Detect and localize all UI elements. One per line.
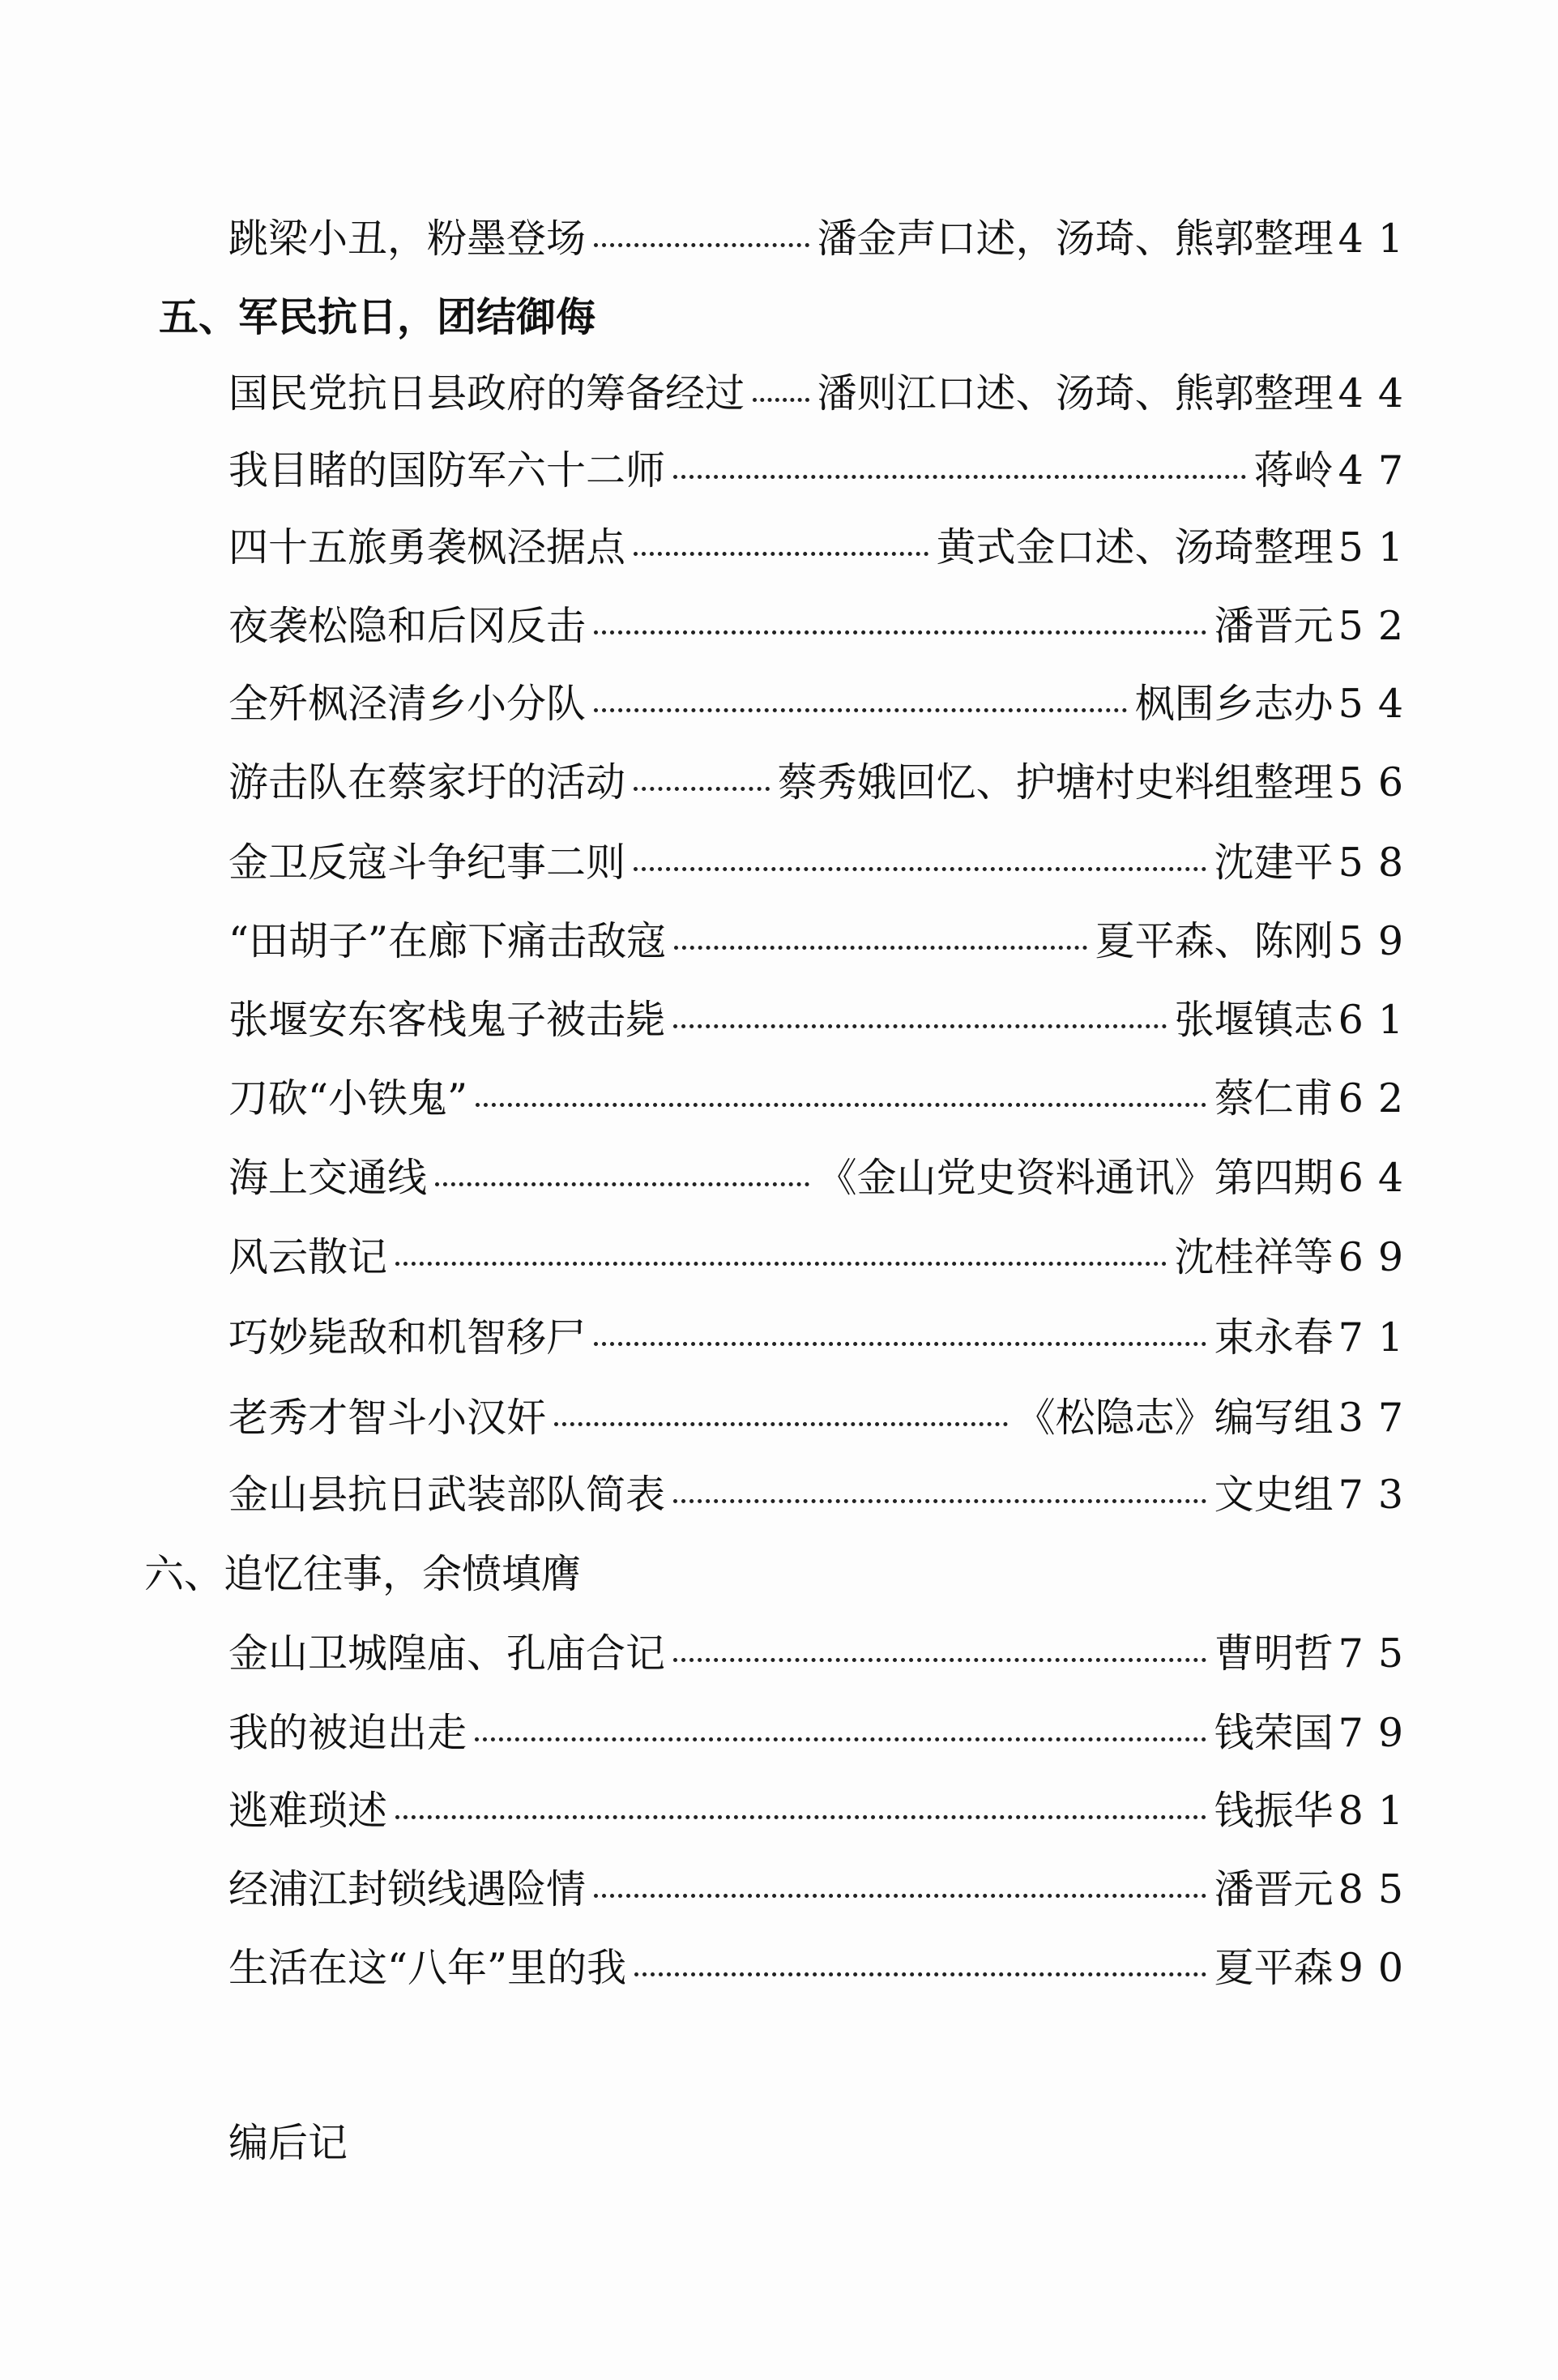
entry-page: 75 [1338,1630,1418,1677]
entry-title: 海上交通线 [228,1155,428,1201]
entry-page: 41 [1338,216,1418,262]
entry-title: 老秀才智斗小汉奸 [228,1395,547,1441]
entry-page: 61 [1338,997,1418,1043]
toc-entry [228,913,1418,970]
entry-source: 沈桂祥等 [1174,1234,1334,1280]
toc-entry [228,1390,1418,1446]
toc-entry [228,1626,1418,1682]
toc-entry [228,211,1418,267]
entry-source: 潘则江口述、汤琦、熊郭整理 [817,370,1334,417]
toc-entry [228,1940,1418,1997]
entry-source: 潘金声口述，汤琦、熊郭整理 [817,216,1334,262]
toc-entry [228,1783,1418,1839]
entry-title: 全歼枫泾清乡小分队 [228,681,587,727]
entry-page: 51 [1338,524,1418,570]
entry-page: 54 [1338,681,1418,727]
dot-leader [594,630,1206,635]
dot-leader [594,1894,1206,1898]
entry-page: 69 [1338,1234,1418,1280]
entry-title: 金卫反寇斗争纪事二则 [228,840,626,886]
entry-title: 张堰安东客栈鬼子被击毙 [228,997,666,1043]
toc-entry [228,754,1418,811]
entry-title: 跳梁小丑，粉墨登场 [228,216,587,262]
entry-page: 73 [1338,1472,1418,1518]
toc-entry [228,1861,1418,1918]
entry-page: 85 [1338,1866,1418,1912]
toc-entry [228,992,1418,1049]
toc-entry [228,1229,1418,1286]
entry-source: 蔡仁甫 [1214,1075,1334,1122]
entry-page: 58 [1338,840,1418,886]
entry-source: 钱荣国 [1214,1710,1334,1756]
toc-entry [228,1467,1418,1523]
entry-title: “田胡子”在廊下痛击敌寇 [228,918,667,964]
entry-source: 《金山党史资料通讯》第四期 [817,1155,1334,1201]
entry-source: 枫围乡志办 [1134,681,1334,727]
entry-source: 文史组 [1214,1472,1334,1518]
entry-source: 夏平森、陈刚 [1095,918,1334,964]
toc-entry [228,442,1418,499]
dot-leader [634,787,770,791]
toc-entry [228,519,1418,576]
dot-leader [673,1499,1206,1503]
entry-source: 蔡秀娥回忆、护塘村史料组整理 [777,759,1334,805]
entry-title: 经浦江封锁线遇险情 [228,1866,587,1912]
dot-leader [395,1262,1167,1266]
dot-leader [634,1972,1206,1976]
entry-title: 游击队在蔡家圩的活动 [228,759,626,805]
entry-source: 张堰镇志 [1174,997,1334,1043]
entry-title: 逃难琐述 [228,1788,388,1834]
entry-title: 刀砍“小铁鬼” [228,1075,468,1122]
dot-leader [673,475,1246,479]
entry-page: 81 [1338,1788,1418,1834]
entry-title: 我目睹的国防军六十二师 [228,447,666,494]
dot-leader [594,708,1127,712]
entry-title: 国民党抗日县政府的筹备经过 [228,370,745,417]
toc-entry [228,835,1418,891]
dot-leader [594,243,809,247]
dot-leader [753,398,809,402]
entry-page: 59 [1338,918,1418,964]
entry-page: 44 [1338,370,1418,417]
section-heading: 五、军民抗日，团结御侮 [159,293,596,340]
entry-source: 夏平森 [1214,1945,1334,1991]
toc-entry [228,1705,1418,1762]
dot-leader [476,1103,1206,1107]
entry-source: 《松隐志》编写组 [1015,1395,1334,1441]
entry-page: 79 [1338,1710,1418,1756]
entry-page: 64 [1338,1155,1418,1201]
dot-leader [673,1024,1167,1028]
dot-leader [395,1815,1206,1819]
dot-leader [673,1658,1206,1662]
dot-leader [634,867,1206,871]
entry-title: 金山县抗日武装部队简表 [228,1472,666,1518]
entry-source: 束永春 [1214,1314,1334,1361]
dot-leader [594,1342,1206,1346]
entry-source: 曹明哲 [1214,1630,1334,1677]
entry-title: 金山卫城隍庙、孔庙合记 [228,1630,666,1677]
entry-page: 56 [1338,759,1418,805]
entry-title: 夜袭松隐和后冈反击 [228,603,587,649]
entry-page: 37 [1338,1395,1418,1441]
toc-entry [228,1310,1418,1366]
toc-entry [228,598,1418,655]
entry-source: 黄式金口述、汤琦整理 [936,524,1334,570]
afterword-heading: 编后记 [228,2120,348,2166]
dot-leader [554,1422,1008,1426]
section-heading: 六、追忆往事，余愤填膺 [144,1551,582,1597]
entry-title: 四十五旅勇袭枫泾据点 [228,524,626,570]
entry-page: 90 [1338,1945,1418,1991]
entry-page: 47 [1338,447,1418,494]
toc-entry [228,1150,1418,1207]
toc-entry [228,365,1418,422]
toc-entry [228,1070,1418,1127]
entry-title: 生活在这“八年”里的我 [228,1945,627,1991]
entry-source: 沈建平 [1214,840,1334,886]
entry-title: 我的被迫出走 [228,1710,467,1756]
entry-page: 62 [1338,1075,1418,1122]
dot-leader [435,1182,809,1186]
entry-page: 52 [1338,603,1418,649]
dot-leader [634,552,928,556]
entry-source: 钱振华 [1214,1788,1334,1834]
dot-leader [674,946,1087,950]
entry-title: 巧妙毙敌和机智移尸 [228,1314,587,1361]
entry-source: 潘晋元 [1214,1866,1334,1912]
entry-title: 风云散记 [228,1234,388,1280]
entry-source: 蒋岭 [1253,447,1334,494]
dot-leader [475,1737,1206,1741]
toc-entry [228,676,1418,733]
entry-page: 71 [1338,1314,1418,1361]
entry-source: 潘晋元 [1214,603,1334,649]
